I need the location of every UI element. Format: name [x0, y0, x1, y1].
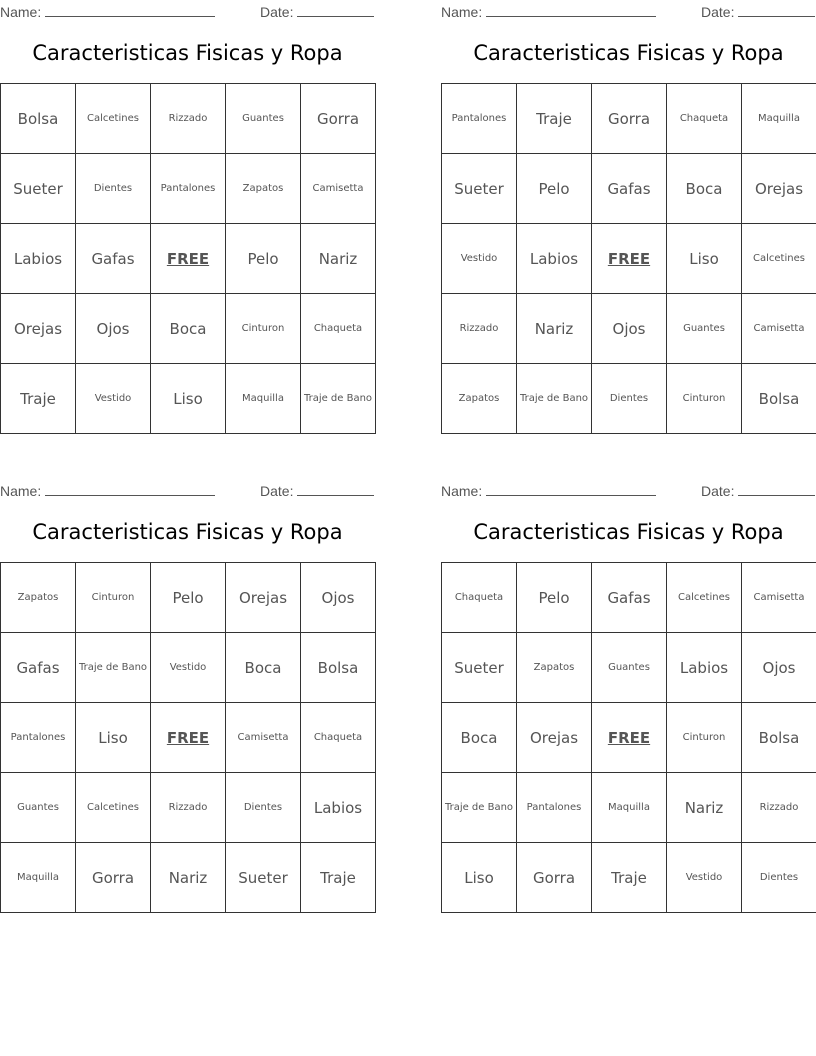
name-field[interactable] [0, 2, 215, 20]
bingo-cell[interactable]: Calcetines [742, 224, 816, 294]
bingo-cell[interactable]: Maquilla [1, 843, 76, 913]
card-title: Caracteristicas Fisicas y Ropa [473, 41, 784, 65]
bingo-cell[interactable]: Nariz [667, 773, 742, 843]
card-title: Caracteristicas Fisicas y Ropa [473, 520, 784, 544]
bingo-card-2 [441, 0, 816, 408]
bingo-cell[interactable]: Vestido [151, 633, 226, 703]
bingo-cell[interactable]: Pelo [517, 563, 592, 633]
bingo-grid [0, 83, 376, 434]
bingo-cell[interactable]: Chaqueta [301, 294, 376, 364]
name-date-row [0, 0, 375, 22]
bingo-cell[interactable]: Zapatos [1, 563, 76, 633]
date-blank-line[interactable] [297, 481, 374, 496]
bingo-cell[interactable]: Guantes [667, 294, 742, 364]
card-title: Caracteristicas Fisicas y Ropa [32, 520, 343, 544]
free-space-cell[interactable]: FREE [151, 703, 226, 773]
bingo-card-4 [441, 479, 816, 887]
date-label: Date: [260, 4, 294, 20]
bingo-cell[interactable]: Cinturon [667, 703, 742, 773]
name-label: Name: [441, 4, 483, 20]
bingo-cell[interactable]: Orejas [226, 563, 301, 633]
bingo-cell[interactable]: Zapatos [442, 364, 517, 434]
bingo-cell[interactable]: Orejas [1, 294, 76, 364]
bingo-cell[interactable]: Bolsa [742, 364, 816, 434]
grid-row [442, 224, 816, 294]
bingo-cell[interactable]: Traje de Bano [517, 364, 592, 434]
bingo-cell[interactable]: Liso [442, 843, 517, 913]
bingo-cell[interactable]: Gafas [592, 154, 667, 224]
name-blank-line[interactable] [45, 2, 215, 17]
bingo-cell[interactable]: Ojos [742, 633, 816, 703]
name-label: Name: [0, 4, 42, 20]
bingo-cell[interactable]: Pelo [226, 224, 301, 294]
bingo-cell[interactable]: Gorra [592, 84, 667, 154]
bingo-cell[interactable]: Calcetines [76, 773, 151, 843]
bingo-cell[interactable]: Rizzado [442, 294, 517, 364]
bingo-cell[interactable]: Dientes [76, 154, 151, 224]
bingo-cell[interactable]: Traje [517, 84, 592, 154]
bingo-cell[interactable]: Nariz [301, 224, 376, 294]
grid-row [442, 843, 816, 913]
bingo-cell[interactable]: Rizzado [742, 773, 816, 843]
bingo-cell[interactable]: Dientes [742, 843, 816, 913]
grid-row [1, 703, 376, 773]
bingo-grid [0, 562, 376, 913]
name-label: Name: [0, 483, 42, 499]
bingo-cell[interactable]: Camisetta [301, 154, 376, 224]
date-label: Date: [260, 483, 294, 499]
grid-row [442, 294, 816, 364]
free-space-cell[interactable]: FREE [151, 224, 226, 294]
grid-row [442, 703, 816, 773]
date-field[interactable] [260, 481, 374, 499]
bingo-cell[interactable]: Pantalones [1, 703, 76, 773]
bingo-cell[interactable]: Calcetines [667, 563, 742, 633]
bingo-cell[interactable]: Camisetta [742, 294, 816, 364]
bingo-cell[interactable]: Gorra [76, 843, 151, 913]
date-field[interactable] [701, 2, 815, 20]
date-field[interactable] [701, 481, 815, 499]
grid-row [1, 364, 376, 434]
bingo-cell[interactable]: Vestido [667, 843, 742, 913]
name-date-row [0, 479, 375, 501]
grid-row [1, 633, 376, 703]
bingo-cell[interactable]: Chaqueta [301, 703, 376, 773]
bingo-cell[interactable]: Gorra [301, 84, 376, 154]
bingo-cell[interactable]: Cinturon [76, 563, 151, 633]
bingo-cell[interactable]: Zapatos [226, 154, 301, 224]
bingo-cell[interactable]: Bolsa [742, 703, 816, 773]
bingo-cell[interactable]: Sueter [442, 154, 517, 224]
bingo-cell[interactable]: Liso [667, 224, 742, 294]
bingo-cell[interactable]: Nariz [517, 294, 592, 364]
bingo-cell[interactable]: Cinturon [226, 294, 301, 364]
bingo-cell[interactable]: Liso [151, 364, 226, 434]
bingo-cell[interactable]: Zapatos [517, 633, 592, 703]
bingo-cell[interactable]: Traje [1, 364, 76, 434]
bingo-cell[interactable]: Sueter [226, 843, 301, 913]
bingo-cell[interactable]: Labios [667, 633, 742, 703]
bingo-card-1 [0, 0, 375, 408]
grid-row [1, 563, 376, 633]
grid-row [1, 843, 376, 913]
name-blank-line[interactable] [486, 2, 656, 17]
grid-row [1, 294, 376, 364]
bingo-cell[interactable]: Sueter [442, 633, 517, 703]
bingo-cell[interactable]: Labios [517, 224, 592, 294]
bingo-cell[interactable]: Ojos [76, 294, 151, 364]
bingo-grid [441, 83, 816, 434]
grid-row [1, 154, 376, 224]
bingo-cell[interactable]: Labios [301, 773, 376, 843]
bingo-cell[interactable]: Gafas [1, 633, 76, 703]
bingo-cell[interactable]: Liso [76, 703, 151, 773]
bingo-cell[interactable]: Sueter [1, 154, 76, 224]
bingo-cell[interactable]: Cinturon [667, 364, 742, 434]
bingo-card-3 [0, 479, 375, 887]
bingo-cell[interactable]: Pantalones [442, 84, 517, 154]
bingo-cell[interactable]: Camisetta [742, 563, 816, 633]
name-field[interactable] [441, 481, 656, 499]
bingo-cell[interactable]: Camisetta [226, 703, 301, 773]
bingo-cell[interactable]: Vestido [442, 224, 517, 294]
bingo-cell[interactable]: Boca [226, 633, 301, 703]
name-blank-line[interactable] [486, 481, 656, 496]
date-blank-line[interactable] [738, 2, 815, 17]
card-title: Caracteristicas Fisicas y Ropa [32, 41, 343, 65]
grid-row [442, 364, 816, 434]
grid-row [442, 84, 816, 154]
bingo-cell[interactable]: Dientes [226, 773, 301, 843]
bingo-cell[interactable]: Bolsa [301, 633, 376, 703]
bingo-cell[interactable]: Vestido [76, 364, 151, 434]
date-field[interactable] [260, 2, 374, 20]
bingo-cell[interactable]: Boca [667, 154, 742, 224]
grid-row [442, 563, 816, 633]
bingo-cell[interactable]: Chaqueta [442, 563, 517, 633]
bingo-cell[interactable]: Chaqueta [667, 84, 742, 154]
name-label: Name: [441, 483, 483, 499]
bingo-cell[interactable]: Bolsa [1, 84, 76, 154]
bingo-cell[interactable]: Guantes [226, 84, 301, 154]
grid-row [442, 773, 816, 843]
date-blank-line[interactable] [738, 481, 815, 496]
bingo-cell[interactable]: Rizzado [151, 773, 226, 843]
bingo-cell[interactable]: Maquilla [226, 364, 301, 434]
bingo-grid [441, 562, 816, 913]
bingo-cell[interactable]: Pelo [151, 563, 226, 633]
bingo-cell[interactable]: Traje de Bano [301, 364, 376, 434]
bingo-cell[interactable]: Traje [592, 843, 667, 913]
bingo-cell[interactable]: Calcetines [76, 84, 151, 154]
name-date-row [441, 0, 816, 22]
name-field[interactable] [441, 2, 656, 20]
grid-row [1, 773, 376, 843]
bingo-cell[interactable]: Orejas [742, 154, 816, 224]
grid-row [1, 84, 376, 154]
bingo-cell[interactable]: Boca [151, 294, 226, 364]
bingo-cell[interactable]: Pantalones [151, 154, 226, 224]
free-space-cell[interactable]: FREE [592, 224, 667, 294]
bingo-cell[interactable]: Gafas [76, 224, 151, 294]
bingo-cell[interactable]: Pelo [517, 154, 592, 224]
bingo-cell[interactable]: Nariz [151, 843, 226, 913]
name-blank-line[interactable] [45, 481, 215, 496]
bingo-cell[interactable]: Orejas [517, 703, 592, 773]
grid-row [442, 154, 816, 224]
bingo-cell[interactable]: Guantes [592, 633, 667, 703]
date-blank-line[interactable] [297, 2, 374, 17]
bingo-cell[interactable]: Maquilla [592, 773, 667, 843]
bingo-cell[interactable]: Rizzado [151, 84, 226, 154]
bingo-cell[interactable]: Gafas [592, 563, 667, 633]
bingo-cell[interactable]: Traje de Bano [76, 633, 151, 703]
bingo-cell[interactable]: Dientes [592, 364, 667, 434]
bingo-cell[interactable]: Labios [1, 224, 76, 294]
bingo-cell[interactable]: Ojos [592, 294, 667, 364]
bingo-cell[interactable]: Pantalones [517, 773, 592, 843]
bingo-cell[interactable]: Ojos [301, 563, 376, 633]
date-label: Date: [701, 4, 735, 20]
bingo-cell[interactable]: Boca [442, 703, 517, 773]
free-space-cell[interactable]: FREE [592, 703, 667, 773]
bingo-cell[interactable]: Traje [301, 843, 376, 913]
name-date-row [441, 479, 816, 501]
name-field[interactable] [0, 481, 215, 499]
bingo-cell[interactable]: Maquilla [742, 84, 816, 154]
grid-row [442, 633, 816, 703]
bingo-cell[interactable]: Gorra [517, 843, 592, 913]
grid-row [1, 224, 376, 294]
bingo-cell[interactable]: Guantes [1, 773, 76, 843]
bingo-cell[interactable]: Traje de Bano [442, 773, 517, 843]
date-label: Date: [701, 483, 735, 499]
